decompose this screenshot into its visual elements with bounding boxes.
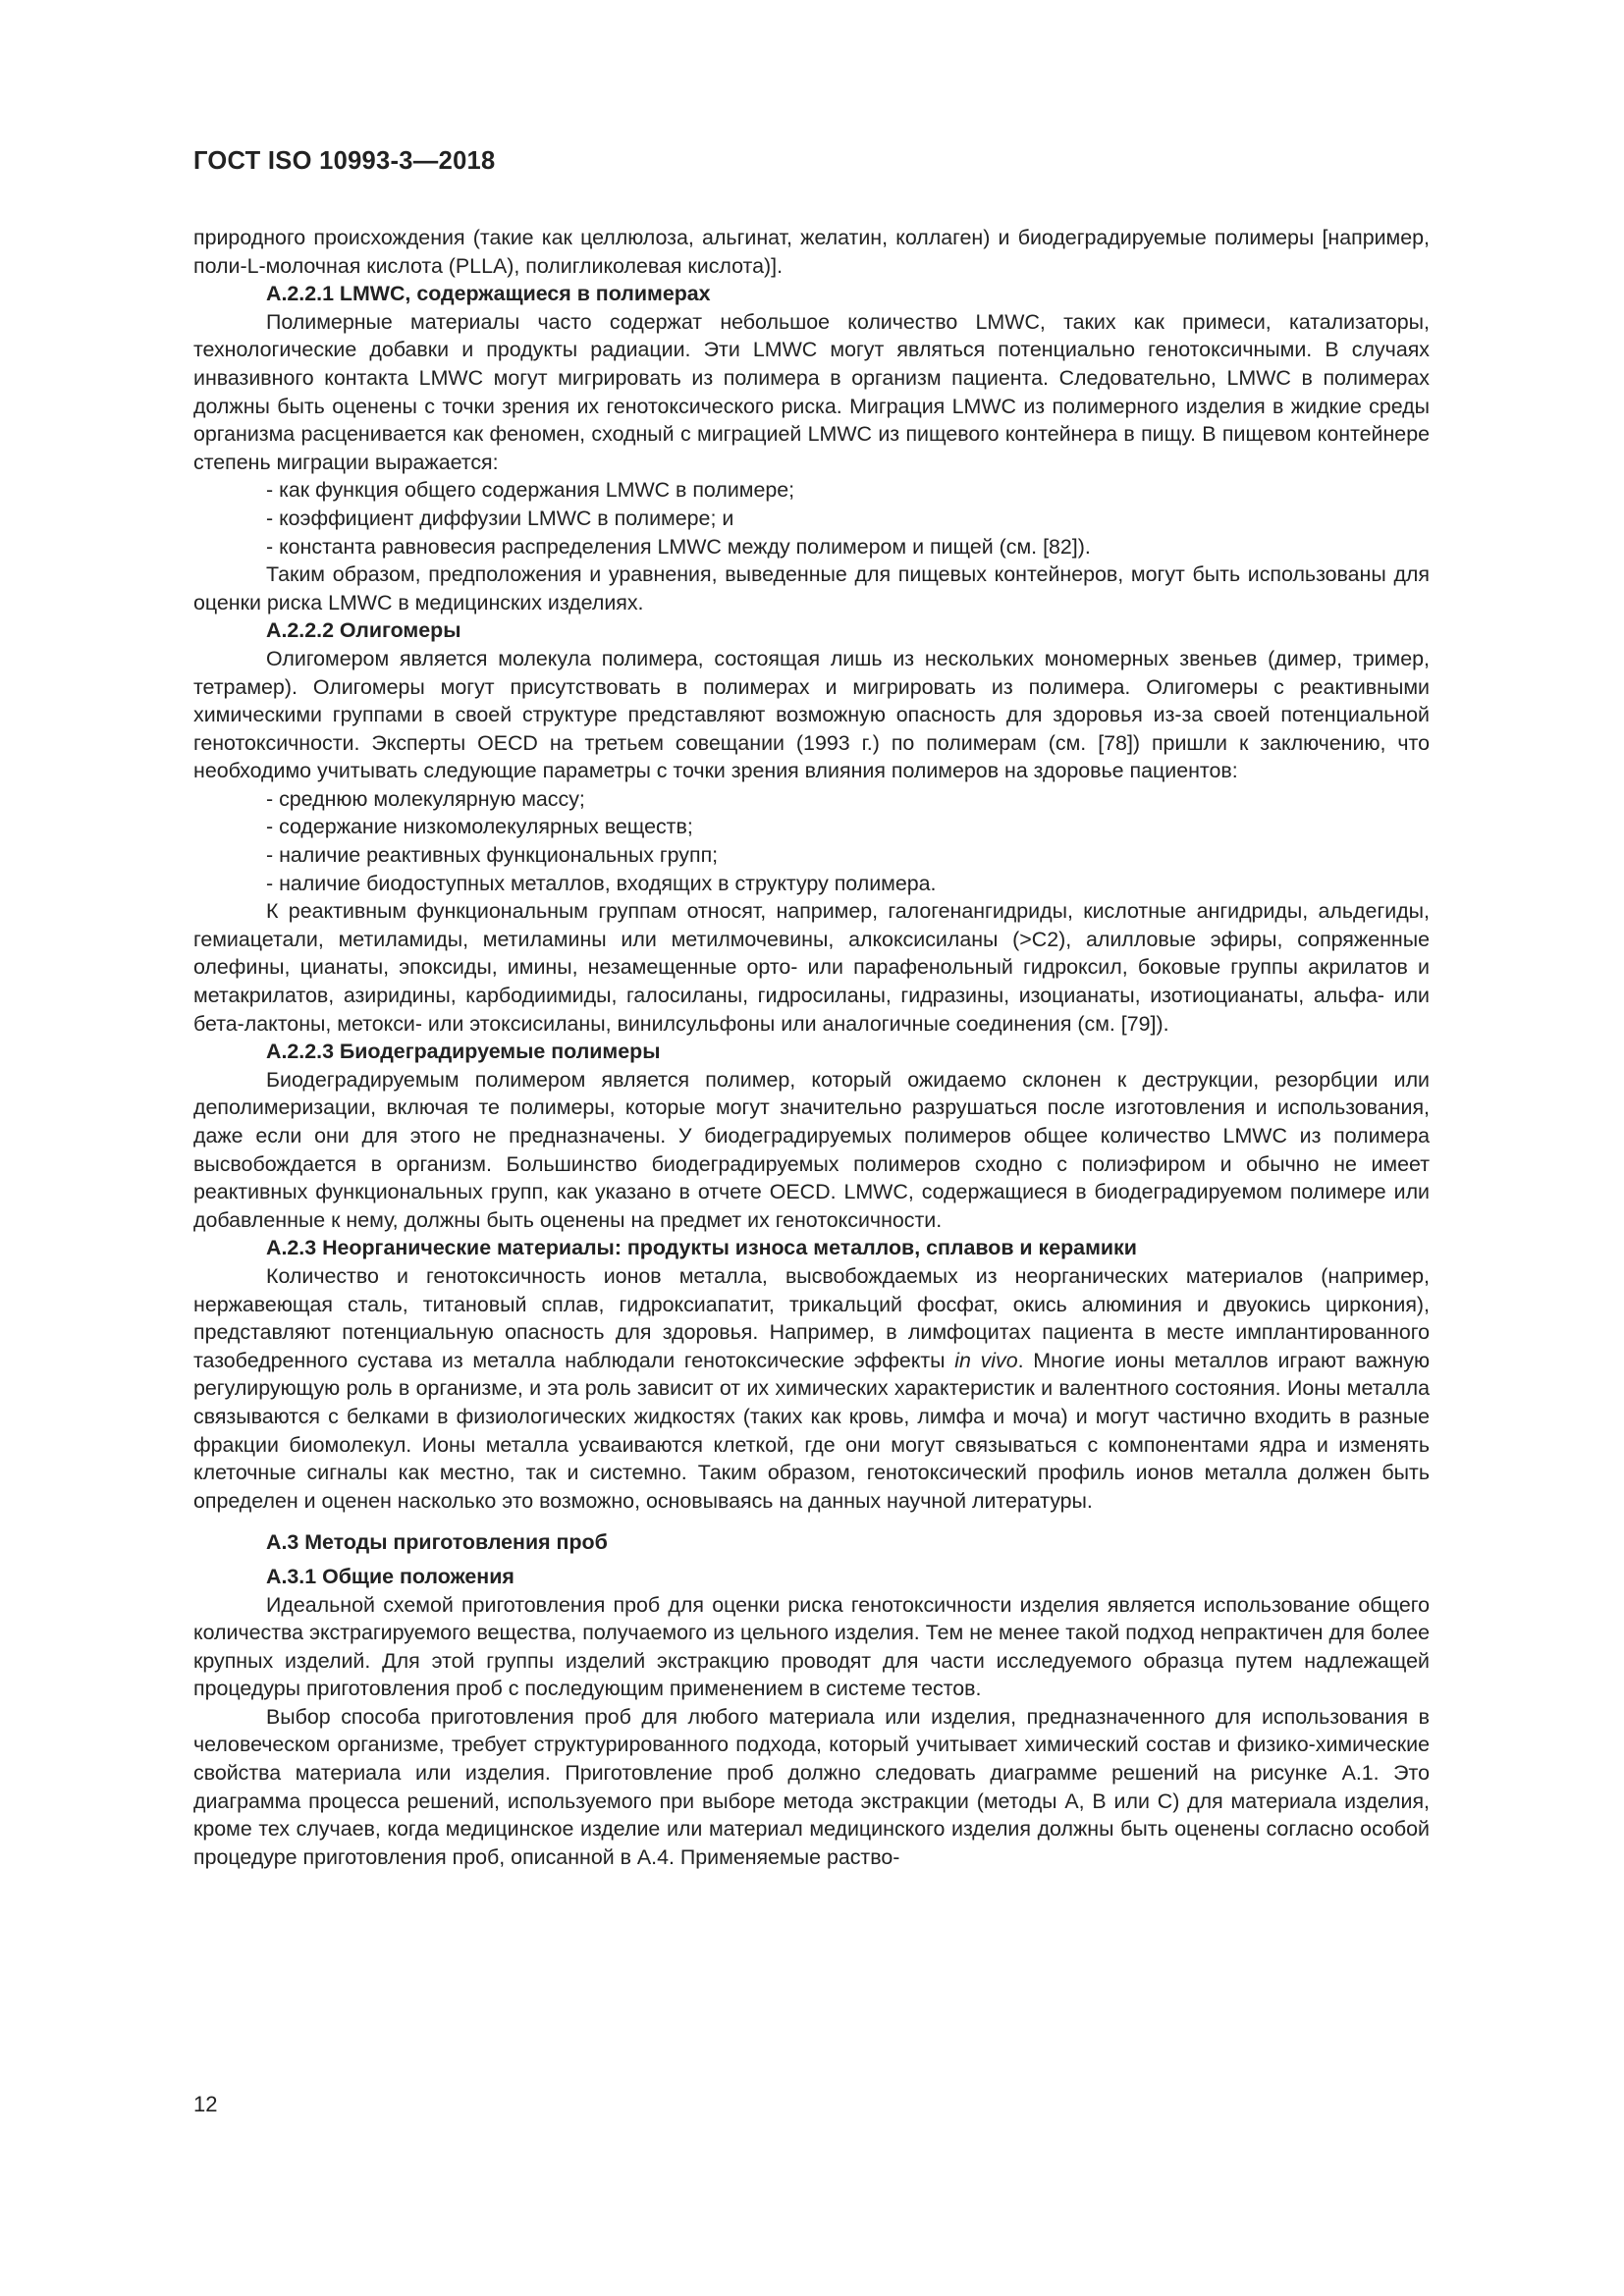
paragraph: Полимерные материалы часто содержат небольшое количество LMWC, таких как примеси, катализаторы, технологические добавки и продукты радиации. Эти LMWC могут являться потенциально генотоксичными. В случаях инвазивного контакта LMWC могут мигрировать из полимера в организм пациента. Следовательно, LMWC в полимерах должны быть оценены с точки зрения их генотоксического риска. Миграция LMWC из полимерного изделия в жидкие среды организма расценивается как феномен, сходный с миграцией LMWC из пищевого контейнера в пищу. В пищевом контейнере степень миграции выражается: [193, 309, 1430, 474]
section-heading: А.2.2.1 LMWC, содержащиеся в полимерах [266, 282, 711, 306]
section-a2-2-1 [193, 280, 1430, 616]
section-heading: А.3 Методы приготовления проб [266, 1530, 608, 1555]
list-item: - константа равновесия распределения LMWC между полимером и пищей (см. [82]). [266, 534, 1091, 559]
section-heading: А.2.2.2 Олигомеры [266, 618, 461, 643]
list-item: - среднюю молекулярную массу; [266, 786, 585, 811]
paragraph-text: Количество и генотоксичность ионов металла, высвобождаемых из неорганических материалов (например, нержавеющая сталь, титановый сплав, гидроксиапатит, трикальций фосфат, окись алюминия и двуокись циркония), представляют потенциальную опасность для здоровья. Например, в лимфоцитах пациента в месте имплантированного тазобедренного сустава из металла наблюдали генотоксические эффекты [193, 1263, 1430, 1372]
italic-term: in vivo [954, 1348, 1018, 1372]
list-item: - наличие реактивных функциональных групп; [266, 843, 719, 868]
page-number: 12 [193, 2092, 218, 2116]
paragraph: Идеальной схемой приготовления проб для оценки риска генотоксичности изделия является использование общего количества экстрагируемого вещества, получаемого из цельного изделия. Тем не менее такой подход непрактичен для более крупных изделий. Для этой группы изделий экстракцию проводят для части исследуемого образца путем надлежащей процедуры приготовления проб с последующим применением в системе тестов. [193, 1592, 1430, 1701]
intro-continued-paragraph: природного происхождения (такие как целлюлоза, альгинат, желатин, коллаген) и биодеградируемые полимеры [например, поли-L-молочная кислота (PLLA), полигликолевая кислота)]. [193, 226, 1430, 278]
paragraph: К реактивным функциональным группам относят, например, галогенангидриды, кислотные ангидриды, альдегиды, гемиацетали, метиламиды, метиламины или метилмочевины, алкоксисиланы (>C2), алилловые эфиры, сопряженные олефины, цианаты, эпоксиды, имины, незамещенные орто- или парафенольный гидроксил, боковые группы акрилатов и метакрилатов, азиридины, карбодиимиды, галосиланы, гидросиланы, гидразины, изоцианаты, изотиоцианаты, альфа- или бета-лактоны, метокси- или этоксисиланы, винилсульфоны или аналогичные соединения (см. [79]). [193, 899, 1430, 1036]
list-item: - коэффициент диффузии LMWC в полимере; и [266, 506, 734, 530]
section-heading: А.2.3 Неорганические материалы: продукты износа металлов, сплавов и керамики [266, 1236, 1137, 1260]
document-body [193, 224, 1430, 1871]
document-header: ГОСТ ISO 10993-3—2018 [193, 147, 496, 175]
list-item: - содержание низкомолекулярных веществ; [266, 815, 693, 839]
paragraph [193, 1262, 1430, 1515]
paragraph: Таким образом, предположения и уравнения, выведенные для пищевых контейнеров, могут быть использованы для оценки риска LMWC в медицинских изделиях. [193, 562, 1430, 614]
section-a3 [193, 1528, 1430, 1557]
paragraph: Выбор способа приготовления проб для любого материала или изделия, предназначенного для использования в человеческом организме, требует структурированного подхода, который учитывает химический состав и физико-химические свойства материала или изделия. Приготовление проб должно следовать диаграмме решений на рисунке А.1. Это диаграмма процесса решений, используемого при выборе метода экстракции (методы А, В или С) для материала изделия, кроме тех случаев, когда медицинское изделие или материал медицинского изделия должны быть оценены согласно особой процедуре приготовления проб, описанной в А.4. Применяемые раство- [193, 1704, 1430, 1869]
section-a2-2-2 [193, 616, 1430, 1038]
section-a2-3 [193, 1234, 1430, 1515]
list-item: - как функция общего содержания LMWC в полимере; [266, 478, 795, 503]
bullet-list [193, 785, 1430, 897]
paragraph: Олигомером является молекула полимера, состоящая лишь из нескольких мономерных звеньев (димер, тример, тетрамер). Олигомеры могут присутствовать в полимерах и мигрировать из полимера. Олигомеры с реактивными химическими группами в своей структуре представляют возможную опасность для здоровья из-за своей потенциальной генотоксичности. Эксперты OECD на третьем совещании (1993 г.) по полимерам (см. [78]) пришли к заключению, что необходимо учитывать следующие параметры с точки зрения влияния полимеров на здоровье пациентов: [193, 646, 1430, 783]
section-heading: А.3.1 Общие положения [266, 1564, 514, 1588]
section-a3-1 [193, 1563, 1430, 1872]
section-heading: А.2.2.3 Биодеградируемые полимеры [266, 1040, 661, 1064]
bullet-list [193, 476, 1430, 561]
list-item: - наличие биодоступных металлов, входящих в структуру полимера. [266, 871, 937, 895]
paragraph-text: . Многие ионы металлов играют важную регулирующую роль в организме, и эта роль зависит от их химических характеристик и валентного состояния. Ионы металла связываются с белками в физиологических жидкостях (таких как кровь, лимфа и моча) и могут частично входить в разные фракции биомолекул. Ионы металла усваиваются клеткой, где они могут связываться с компонентами ядра и изменять клеточные сигналы как местно, так и системно. Таким образом, генотоксический профиль ионов металла должен быть определен и оценен насколько это возможно, основываясь на данных научной литературы. [193, 1348, 1431, 1513]
section-a2-2-3 [193, 1038, 1430, 1234]
paragraph: Биодеградируемым полимером является полимер, который ожидаемо склонен к деструкции, резорбции или деполимеризации, включая те полимеры, которые могут значительно разрушаться после изготовления и использования, даже если они для этого не предназначены. У биодеградируемых полимеров общее количество LMWC из полимера высвобождается в организм. Большинство биодеградируемых полимеров сходно с полиэфиром и обычно не имеет реактивных функциональных групп, как указано в отчете OECD. LMWC, содержащиеся в биодеградируемом полимере или добавленные к нему, должны быть оценены на предмет их генотоксичности. [193, 1067, 1430, 1232]
